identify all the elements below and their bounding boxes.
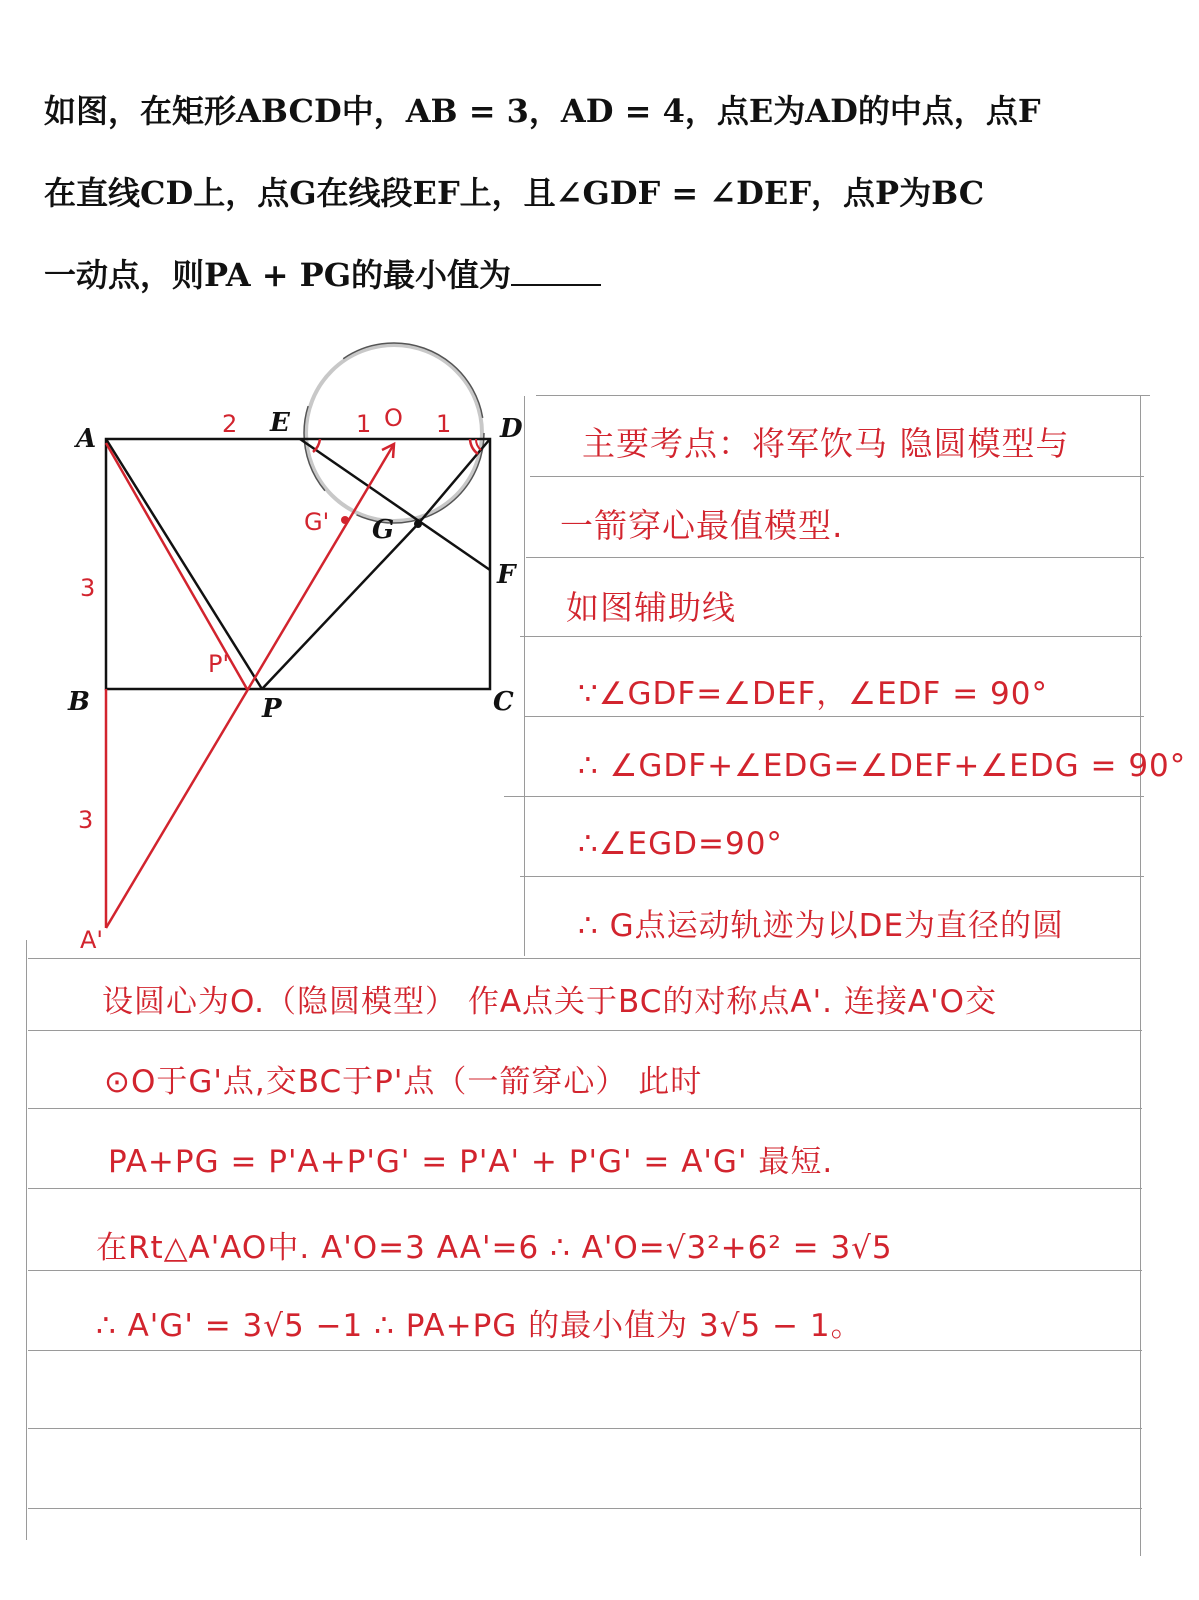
note-step-3: ∴∠EGD=90° [578, 826, 783, 862]
segment-PG [262, 524, 418, 689]
label-E: E [270, 408, 290, 438]
label-G: G [372, 515, 395, 545]
note-step-4: ∴ G点运动轨迹为以DE为直径的圆 [578, 908, 1065, 944]
annot-O: O [384, 404, 403, 432]
note-step-1: ∵∠GDF=∠DEF，∠EDF = 90° [578, 676, 1049, 712]
label-A1: A' [80, 926, 104, 954]
problem-line-1: 如图，在矩形ABCD中，AB = 3，AD = 4，点E为AD的中点，点F [44, 92, 1041, 130]
note-step-2: ∴ ∠GDF+∠EDG=∠DEF+∠EDG = 90° [578, 748, 1187, 784]
annot-3-lower: 3 [78, 806, 94, 834]
annot-1a: 1 [356, 410, 372, 438]
note-conclusion: ∴ A'G' = 3√5 −1 ∴ PA+PG 的最小值为 3√5 − 1。 [96, 1308, 863, 1344]
note-step-8: 在Rt△A'AO中. A'O=3 AA'=6 ∴ A'O=√3²+6² = 3√5 [96, 1230, 893, 1266]
note-model: 一箭穿心最值模型. [560, 506, 844, 545]
label-F: F [497, 560, 516, 590]
segment-AP [106, 439, 262, 689]
segment-EF [300, 439, 490, 570]
point-G [414, 520, 422, 528]
label-D: D [500, 414, 523, 444]
annot-3-upper: 3 [80, 574, 96, 602]
label-G1: G' [304, 508, 330, 536]
angle-mark-E [313, 439, 320, 452]
label-A: A [76, 424, 97, 454]
hidden-circle [306, 345, 482, 521]
label-B: B [68, 687, 90, 717]
problem-line-3-text: 一动点，则PA + PG的最小值为 [44, 256, 512, 294]
label-C: C [493, 687, 514, 717]
note-aux-line: 如图辅助线 [566, 588, 736, 627]
label-P1: P' [208, 650, 230, 678]
note-step-7: PA+PG = P'A+P'G' = P'A' + P'G' = A'G' 最短. [108, 1144, 834, 1180]
problem-line-2-text: 在直线CD上，点G在线段EF上，且∠GDF = ∠DEF，点P为BC [44, 174, 985, 212]
point-G1 [341, 516, 349, 524]
label-P: P [262, 694, 282, 724]
annot-2: 2 [222, 410, 238, 438]
segment-GD [418, 439, 490, 524]
annot-1b: 1 [436, 410, 452, 438]
note-step-6: ⊙O于G'点,交BC于P'点（一箭穿心） 此时 [104, 1064, 703, 1100]
note-step-5: 设圆心为O.（隐圆模型） 作A点关于BC的对称点A'. 连接A'O交 [102, 984, 997, 1020]
note-key-points: 主要考点：将军饮马 隐圆模型与 [582, 424, 1070, 463]
